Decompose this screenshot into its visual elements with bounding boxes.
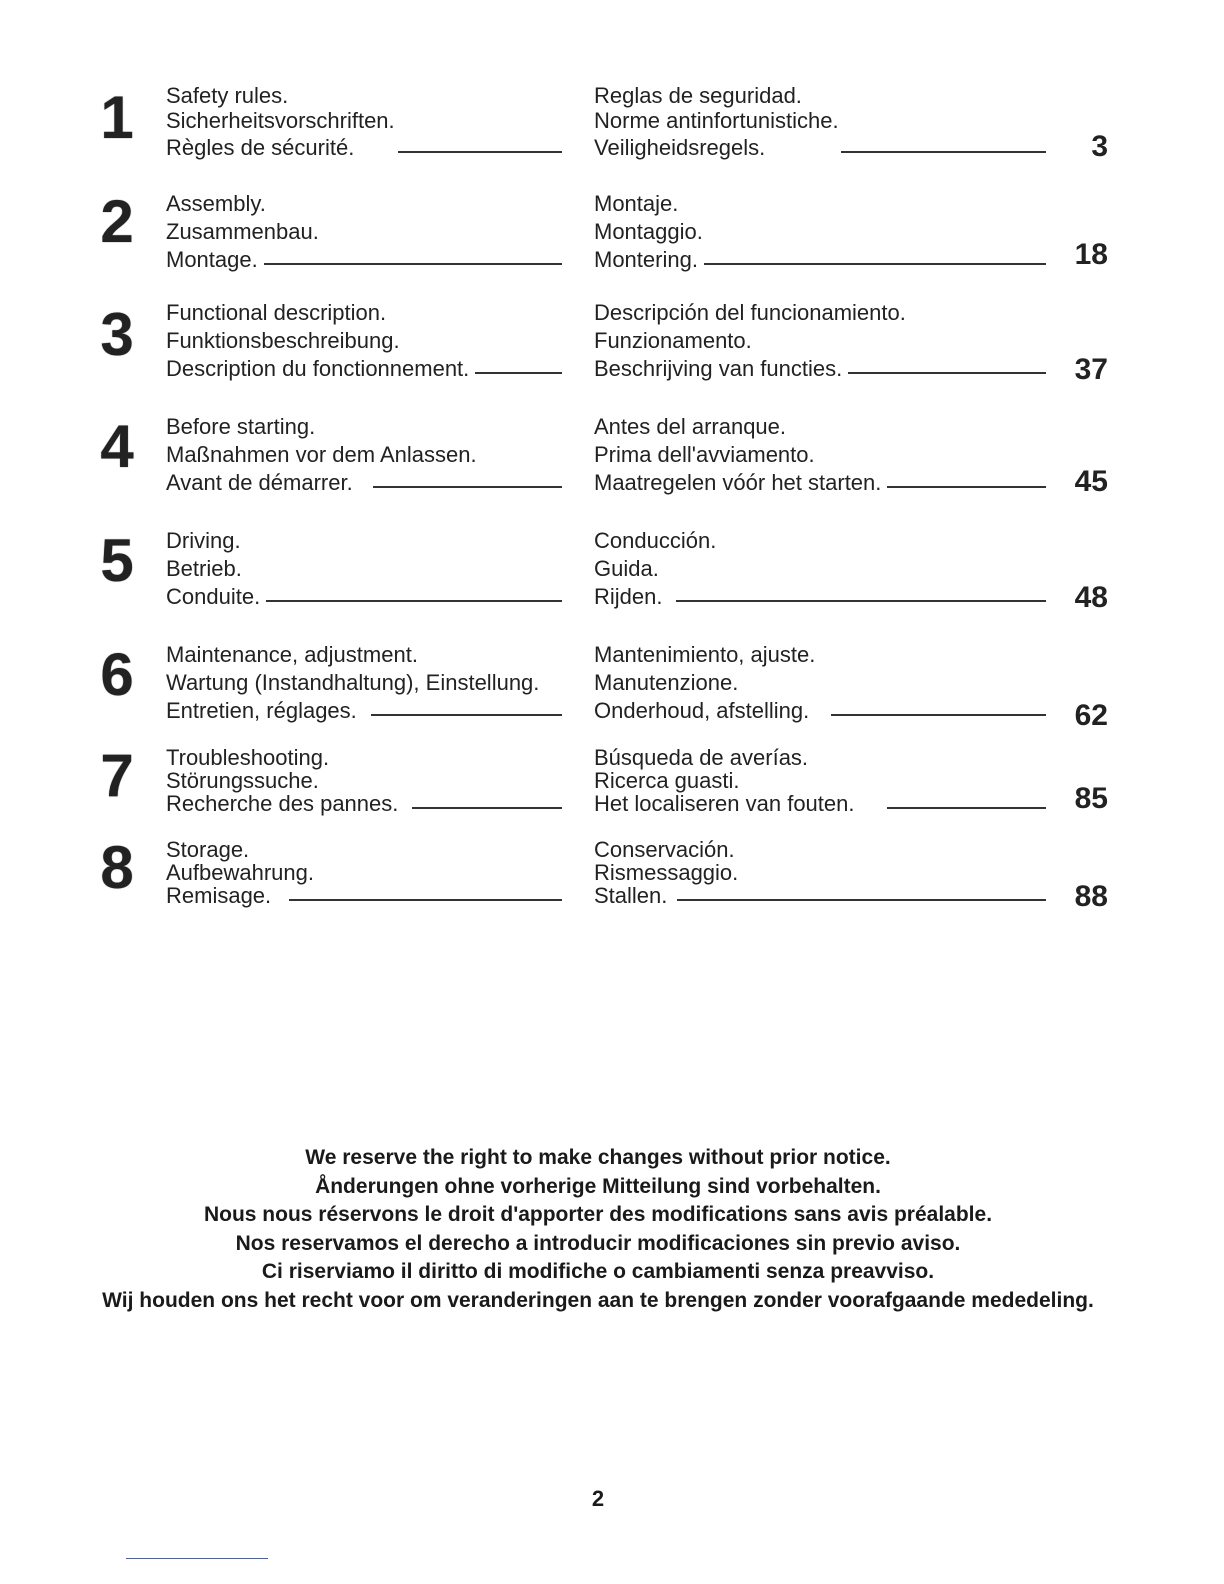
toc-right-column (594, 527, 1048, 611)
toc-title-nl: Veiligheidsregels. (594, 135, 766, 160)
toc-right-column (594, 746, 1048, 815)
page-number: 2 (591, 1486, 605, 1511)
toc-title-en: Safety rules. (166, 83, 289, 108)
toc-title-es: Reglas de seguridad. (594, 83, 802, 108)
notice-line-es: Nos reservamos el derecho a introducir modificaciones sin previo aviso. (235, 1231, 961, 1255)
toc-title-es: Montaje. (594, 191, 679, 216)
toc-page-number: 62 (1074, 699, 1108, 732)
toc-title-fr: Conduite. (166, 584, 261, 609)
toc-left-column (166, 838, 564, 907)
toc-title-en: Driving. (166, 528, 241, 553)
toc-page-number: 48 (1074, 581, 1108, 614)
dotted-leader (676, 600, 1046, 602)
toc-title-it: Norme antinfortunistiche. (594, 108, 839, 133)
change-notice (60, 1144, 1136, 1315)
toc-right-column (594, 84, 1048, 162)
toc-title-nl: Beschrijving van functies. (594, 356, 843, 381)
notice-line-fr: Nous nous réservons le droit d'apporter des modifications sans avis préalable. (203, 1203, 993, 1226)
toc-title-de: Funktionsbeschreibung. (166, 328, 400, 353)
toc-title-es: Conservación. (594, 837, 735, 862)
toc-title-de: Wartung (Instandhaltung), Einstellung. (166, 670, 540, 695)
toc-title-fr: Description du fonctionnement. (166, 356, 470, 381)
toc-title-it: Rismessaggio. (594, 860, 739, 885)
toc-title-it: Guida. (594, 556, 659, 581)
toc-title-nl: Rijden. (594, 584, 663, 609)
toc-left-column (166, 84, 564, 162)
toc-page-number: 37 (1074, 353, 1108, 386)
toc-page-number: 18 (1074, 238, 1108, 271)
section-number: 2 (100, 188, 134, 255)
toc-title-de: Sicherheitsvorschriften. (166, 108, 395, 133)
toc-title-fr: Montage. (166, 247, 258, 272)
toc-right-column (594, 299, 1048, 383)
toc-right-column (594, 838, 1048, 907)
toc-title-nl: Montering. (594, 247, 698, 272)
toc-left-column (166, 527, 564, 611)
toc-title-nl: Stallen. (594, 883, 668, 908)
toc-title-en: Troubleshooting. (166, 745, 330, 770)
toc-page-number: 88 (1074, 880, 1108, 913)
toc-title-de: Störungssuche. (166, 768, 319, 793)
section-number: 6 (100, 641, 134, 708)
toc-left-column (166, 746, 564, 815)
toc-title-fr: Règles de sécurité. (166, 135, 355, 160)
toc-title-en: Before starting. (166, 414, 316, 439)
dotted-leader (887, 807, 1047, 809)
toc-title-en: Assembly. (166, 191, 266, 216)
dotted-leader (831, 714, 1046, 716)
toc-right-column (594, 641, 1048, 725)
toc-title-it: Manutenzione. (594, 670, 739, 695)
toc-title-it: Prima dell'avviamento. (594, 442, 815, 467)
dotted-leader (264, 263, 562, 265)
dotted-leader (887, 486, 1046, 488)
toc-title-fr: Entretien, réglages. (166, 698, 357, 723)
toc-left-column (166, 299, 564, 383)
dotted-leader (371, 714, 562, 716)
toc-title-es: Antes del arranque. (594, 414, 787, 439)
section-number: 1 (100, 84, 134, 151)
section-number: 3 (100, 301, 134, 368)
scan-edge-line (126, 1558, 268, 1559)
toc-page-number: 45 (1074, 465, 1108, 498)
toc-page-number: 85 (1074, 782, 1108, 815)
toc-right-column (594, 190, 1048, 274)
toc-left-column (166, 641, 564, 725)
toc-left-column (166, 413, 564, 497)
dotted-leader (704, 263, 1046, 265)
dotted-leader (412, 807, 562, 809)
toc-title-it: Ricerca guasti. (594, 768, 740, 793)
toc-title-en: Storage. (166, 837, 250, 862)
dotted-leader (398, 151, 562, 153)
dotted-leader (475, 372, 562, 374)
section-number: 4 (100, 413, 134, 480)
dotted-leader (373, 486, 562, 488)
toc-title-nl: Onderhoud, afstelling. (594, 698, 810, 723)
toc-title-fr: Remisage. (166, 883, 272, 908)
notice-line-en: We reserve the right to make changes without prior notice. (305, 1146, 891, 1169)
section-number: 5 (100, 527, 134, 594)
toc-title-de: Maßnahmen vor dem Anlassen. (166, 442, 477, 467)
dotted-leader (266, 600, 562, 602)
toc-title-en: Maintenance, adjustment. (166, 642, 418, 667)
toc-title-es: Conducción. (594, 528, 717, 553)
dotted-leader (841, 151, 1046, 153)
toc-title-es: Mantenimiento, ajuste. (594, 642, 816, 667)
section-number: 8 (100, 834, 134, 901)
toc-title-de: Aufbewahrung. (166, 860, 314, 885)
toc-right-column (594, 413, 1048, 497)
toc-page-number: 3 (1091, 130, 1108, 163)
toc-title-it: Montaggio. (594, 219, 703, 244)
toc-title-de: Betrieb. (166, 556, 242, 581)
toc-title-es: Descripción del funcionamiento. (594, 300, 906, 325)
toc-title-en: Functional description. (166, 300, 387, 325)
toc-title-es: Búsqueda de averías. (594, 745, 809, 770)
notice-line-it: Ci riserviamo il diritto di modifiche o cambiamenti senza preavviso. (261, 1260, 935, 1283)
dotted-leader (677, 899, 1046, 901)
toc-left-column (166, 190, 564, 274)
dotted-leader (848, 372, 1046, 374)
notice-line-de: Ånderungen ohne vorherige Mitteilung sind vorbehalten. (315, 1174, 881, 1198)
toc-title-nl: Maatregelen vóór het starten. (594, 470, 882, 495)
toc-title-fr: Recherche des pannes. (166, 791, 399, 816)
dotted-leader (289, 899, 562, 901)
toc-title-it: Funzionamento. (594, 328, 752, 353)
toc-title-nl: Het localiseren van fouten. (594, 791, 855, 816)
toc-title-de: Zusammenbau. (166, 219, 319, 244)
section-number: 7 (100, 742, 134, 809)
toc-title-fr: Avant de démarrer. (166, 470, 353, 495)
notice-line-nl: Wij houden ons het recht voor om veranderingen aan te brengen zonder voorafgaande mededeling. (102, 1288, 1094, 1312)
